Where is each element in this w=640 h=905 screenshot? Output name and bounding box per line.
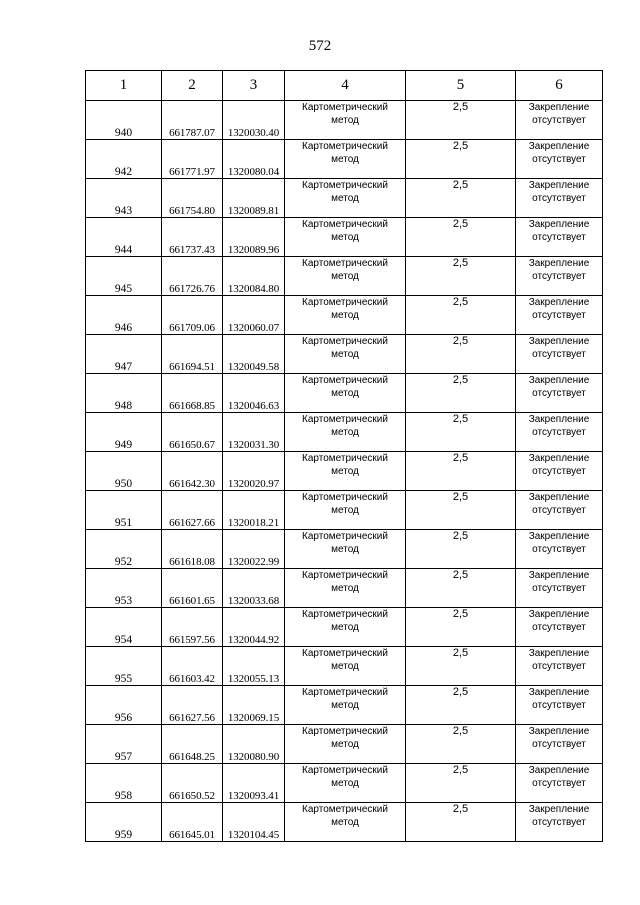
accuracy-cell: 2,5 (406, 335, 516, 374)
method-cell-line-1: Картометрический (302, 687, 388, 698)
x-coordinate-cell: 661642.30 (162, 452, 223, 491)
fixation-cell (516, 140, 603, 179)
y-coordinate-cell: 1320084.80 (223, 257, 285, 296)
method-cell-line-2: метод (331, 505, 359, 516)
x-coordinate-cell: 661618.08 (162, 530, 223, 569)
method-cell-line-1: Картометрический (302, 336, 388, 347)
fixation-cell-line-1: Закрепление (528, 492, 590, 503)
method-cell (285, 725, 406, 764)
method-cell (285, 803, 406, 842)
x-coordinate-cell: 661601.65 (162, 569, 223, 608)
method-cell-line-2: метод (331, 427, 359, 438)
method-cell-line-2: метод (331, 700, 359, 711)
x-coordinate-cell: 661645.01 (162, 803, 223, 842)
fixation-cell-line-1: Закрепление (528, 141, 590, 152)
method-cell-line-1: Картометрический (302, 258, 388, 269)
point-number-cell: 958 (86, 764, 162, 803)
point-number-cell: 954 (86, 608, 162, 647)
x-coordinate-cell: 661603.42 (162, 647, 223, 686)
fixation-cell-line-1: Закрепление (528, 804, 590, 815)
table-row (86, 764, 603, 803)
method-cell-line-1: Картометрический (302, 453, 388, 464)
fixation-cell (516, 374, 603, 413)
point-number-cell: 951 (86, 491, 162, 530)
fixation-cell-line-1: Закрепление (528, 336, 590, 347)
method-cell-line-1: Картометрический (302, 414, 388, 425)
coordinates-table (85, 70, 603, 842)
accuracy-cell: 2,5 (406, 725, 516, 764)
fixation-cell-line-2: отсутствует (532, 115, 586, 126)
method-cell-line-2: метод (331, 583, 359, 594)
point-number-cell: 948 (86, 374, 162, 413)
point-number-cell: 959 (86, 803, 162, 842)
accuracy-cell: 2,5 (406, 803, 516, 842)
fixation-cell (516, 608, 603, 647)
method-cell (285, 218, 406, 257)
fixation-cell (516, 101, 603, 140)
accuracy-cell: 2,5 (406, 491, 516, 530)
fixation-cell-line-1: Закрепление (528, 726, 590, 737)
method-cell (285, 374, 406, 413)
method-cell (285, 452, 406, 491)
fixation-cell (516, 803, 603, 842)
fixation-cell-line-2: отсутствует (532, 622, 586, 633)
method-cell-line-1: Картометрический (302, 375, 388, 386)
table-row (86, 530, 603, 569)
table-row (86, 296, 603, 335)
accuracy-cell: 2,5 (406, 296, 516, 335)
page-number: 572 (308, 38, 332, 54)
method-cell-line-2: метод (331, 349, 359, 360)
point-number-cell: 940 (86, 101, 162, 140)
y-coordinate-cell: 1320089.96 (223, 218, 285, 257)
fixation-cell-line-2: отсутствует (532, 466, 586, 477)
x-coordinate-cell: 661597.56 (162, 608, 223, 647)
table-row (86, 452, 603, 491)
table-row (86, 101, 603, 140)
method-cell-line-1: Картометрический (302, 180, 388, 191)
point-number-cell: 944 (86, 218, 162, 257)
point-number-cell: 955 (86, 647, 162, 686)
column-header-4: 4 (285, 71, 406, 101)
fixation-cell-line-1: Закрепление (528, 414, 590, 425)
fixation-cell-line-1: Закрепление (528, 297, 590, 308)
point-number-cell: 946 (86, 296, 162, 335)
method-cell-line-2: метод (331, 388, 359, 399)
fixation-cell-line-2: отсутствует (532, 154, 586, 165)
fixation-cell (516, 179, 603, 218)
method-cell-line-1: Картометрический (302, 570, 388, 581)
method-cell-line-1: Картометрический (302, 102, 388, 113)
fixation-cell-line-1: Закрепление (528, 609, 590, 620)
fixation-cell (516, 530, 603, 569)
method-cell-line-1: Картометрический (302, 609, 388, 620)
fixation-cell-line-2: отсутствует (532, 739, 586, 750)
accuracy-cell: 2,5 (406, 569, 516, 608)
method-cell-line-2: метод (331, 544, 359, 555)
fixation-cell-line-2: отсутствует (532, 193, 586, 204)
method-cell (285, 101, 406, 140)
fixation-cell-line-2: отсутствует (532, 661, 586, 672)
table-row (86, 569, 603, 608)
method-cell-line-2: метод (331, 622, 359, 633)
fixation-cell (516, 452, 603, 491)
x-coordinate-cell: 661650.52 (162, 764, 223, 803)
method-cell-line-2: метод (331, 466, 359, 477)
fixation-cell-line-2: отсутствует (532, 349, 586, 360)
fixation-cell (516, 647, 603, 686)
table-row (86, 335, 603, 374)
method-cell (285, 335, 406, 374)
fixation-cell (516, 218, 603, 257)
x-coordinate-cell: 661726.76 (162, 257, 223, 296)
method-cell-line-2: метод (331, 661, 359, 672)
method-cell (285, 608, 406, 647)
y-coordinate-cell: 1320018.21 (223, 491, 285, 530)
accuracy-cell: 2,5 (406, 218, 516, 257)
table-row (86, 647, 603, 686)
x-coordinate-cell: 661650.67 (162, 413, 223, 452)
method-cell-line-1: Картометрический (302, 726, 388, 737)
method-cell-line-1: Картометрический (302, 141, 388, 152)
accuracy-cell: 2,5 (406, 530, 516, 569)
method-cell-line-1: Картометрический (302, 765, 388, 776)
x-coordinate-cell: 661787.07 (162, 101, 223, 140)
y-coordinate-cell: 1320020.97 (223, 452, 285, 491)
method-cell-line-1: Картометрический (302, 804, 388, 815)
fixation-cell-line-1: Закрепление (528, 531, 590, 542)
fixation-cell-line-1: Закрепление (528, 180, 590, 191)
fixation-cell (516, 491, 603, 530)
method-cell (285, 530, 406, 569)
method-cell (285, 257, 406, 296)
point-number-cell: 943 (86, 179, 162, 218)
method-cell (285, 140, 406, 179)
point-number-cell: 956 (86, 686, 162, 725)
accuracy-cell: 2,5 (406, 452, 516, 491)
method-cell (285, 647, 406, 686)
table-row (86, 491, 603, 530)
fixation-cell-line-2: отсутствует (532, 700, 586, 711)
point-number-cell: 957 (86, 725, 162, 764)
x-coordinate-cell: 661771.97 (162, 140, 223, 179)
table-row (86, 686, 603, 725)
fixation-cell (516, 764, 603, 803)
y-coordinate-cell: 1320080.90 (223, 725, 285, 764)
accuracy-cell: 2,5 (406, 374, 516, 413)
method-cell-line-2: метод (331, 778, 359, 789)
accuracy-cell: 2,5 (406, 686, 516, 725)
fixation-cell-line-1: Закрепление (528, 453, 590, 464)
fixation-cell-line-2: отсутствует (532, 778, 586, 789)
fixation-cell-line-2: отсутствует (532, 310, 586, 321)
point-number-cell: 952 (86, 530, 162, 569)
x-coordinate-cell: 661627.56 (162, 686, 223, 725)
fixation-cell-line-1: Закрепление (528, 258, 590, 269)
point-number-cell: 953 (86, 569, 162, 608)
fixation-cell-line-2: отсутствует (532, 271, 586, 282)
fixation-cell-line-2: отсутствует (532, 232, 586, 243)
point-number-cell: 947 (86, 335, 162, 374)
column-header-2: 2 (162, 71, 223, 101)
method-cell (285, 686, 406, 725)
table-row (86, 374, 603, 413)
accuracy-cell: 2,5 (406, 179, 516, 218)
point-number-cell: 949 (86, 413, 162, 452)
accuracy-cell: 2,5 (406, 140, 516, 179)
y-coordinate-cell: 1320033.68 (223, 569, 285, 608)
accuracy-cell: 2,5 (406, 608, 516, 647)
y-coordinate-cell: 1320022.99 (223, 530, 285, 569)
fixation-cell-line-2: отсутствует (532, 583, 586, 594)
method-cell-line-2: метод (331, 154, 359, 165)
method-cell (285, 764, 406, 803)
fixation-cell-line-2: отсутствует (532, 544, 586, 555)
x-coordinate-cell: 661709.06 (162, 296, 223, 335)
method-cell-line-2: метод (331, 115, 359, 126)
column-header-5: 5 (406, 71, 516, 101)
accuracy-cell: 2,5 (406, 764, 516, 803)
method-cell-line-1: Картометрический (302, 648, 388, 659)
point-number-cell: 942 (86, 140, 162, 179)
y-coordinate-cell: 1320049.58 (223, 335, 285, 374)
fixation-cell-line-1: Закрепление (528, 219, 590, 230)
method-cell (285, 296, 406, 335)
fixation-cell (516, 569, 603, 608)
fixation-cell (516, 257, 603, 296)
method-cell (285, 491, 406, 530)
table-row (86, 725, 603, 764)
y-coordinate-cell: 1320030.40 (223, 101, 285, 140)
accuracy-cell: 2,5 (406, 647, 516, 686)
method-cell (285, 569, 406, 608)
accuracy-cell: 2,5 (406, 101, 516, 140)
column-header-3: 3 (223, 71, 285, 101)
y-coordinate-cell: 1320080.04 (223, 140, 285, 179)
x-coordinate-cell: 661627.66 (162, 491, 223, 530)
table-row (86, 140, 603, 179)
table-header-row (86, 71, 603, 101)
y-coordinate-cell: 1320069.15 (223, 686, 285, 725)
fixation-cell-line-1: Закрепление (528, 570, 590, 581)
fixation-cell (516, 686, 603, 725)
method-cell-line-2: метод (331, 271, 359, 282)
method-cell (285, 179, 406, 218)
method-cell-line-2: метод (331, 817, 359, 828)
x-coordinate-cell: 661668.85 (162, 374, 223, 413)
accuracy-cell: 2,5 (406, 413, 516, 452)
fixation-cell-line-2: отсутствует (532, 817, 586, 828)
y-coordinate-cell: 1320046.63 (223, 374, 285, 413)
x-coordinate-cell: 661754.80 (162, 179, 223, 218)
table-row (86, 413, 603, 452)
fixation-cell-line-1: Закрепление (528, 687, 590, 698)
fixation-cell-line-2: отсутствует (532, 427, 586, 438)
x-coordinate-cell: 661694.51 (162, 335, 223, 374)
y-coordinate-cell: 1320031.30 (223, 413, 285, 452)
point-number-cell: 950 (86, 452, 162, 491)
table-row (86, 218, 603, 257)
y-coordinate-cell: 1320093.41 (223, 764, 285, 803)
fixation-cell (516, 296, 603, 335)
method-cell-line-2: метод (331, 739, 359, 750)
x-coordinate-cell: 661648.25 (162, 725, 223, 764)
fixation-cell-line-2: отсутствует (532, 505, 586, 516)
y-coordinate-cell: 1320044.92 (223, 608, 285, 647)
method-cell-line-2: метод (331, 232, 359, 243)
y-coordinate-cell: 1320089.81 (223, 179, 285, 218)
table-body (86, 101, 603, 842)
fixation-cell (516, 413, 603, 452)
method-cell (285, 413, 406, 452)
table-row (86, 179, 603, 218)
point-number-cell: 945 (86, 257, 162, 296)
fixation-cell (516, 335, 603, 374)
table-row (86, 803, 603, 842)
y-coordinate-cell: 1320055.13 (223, 647, 285, 686)
column-header-1: 1 (86, 71, 162, 101)
method-cell-line-1: Картометрический (302, 219, 388, 230)
fixation-cell-line-1: Закрепление (528, 102, 590, 113)
table-row (86, 608, 603, 647)
fixation-cell-line-1: Закрепление (528, 765, 590, 776)
fixation-cell (516, 725, 603, 764)
method-cell-line-1: Картометрический (302, 492, 388, 503)
x-coordinate-cell: 661737.43 (162, 218, 223, 257)
fixation-cell-line-1: Закрепление (528, 375, 590, 386)
y-coordinate-cell: 1320104.45 (223, 803, 285, 842)
table-row (86, 257, 603, 296)
method-cell-line-1: Картометрический (302, 531, 388, 542)
method-cell-line-2: метод (331, 310, 359, 321)
fixation-cell-line-2: отсутствует (532, 388, 586, 399)
column-header-6: 6 (516, 71, 603, 101)
method-cell-line-1: Картометрический (302, 297, 388, 308)
method-cell-line-2: метод (331, 193, 359, 204)
accuracy-cell: 2,5 (406, 257, 516, 296)
fixation-cell-line-1: Закрепление (528, 648, 590, 659)
y-coordinate-cell: 1320060.07 (223, 296, 285, 335)
